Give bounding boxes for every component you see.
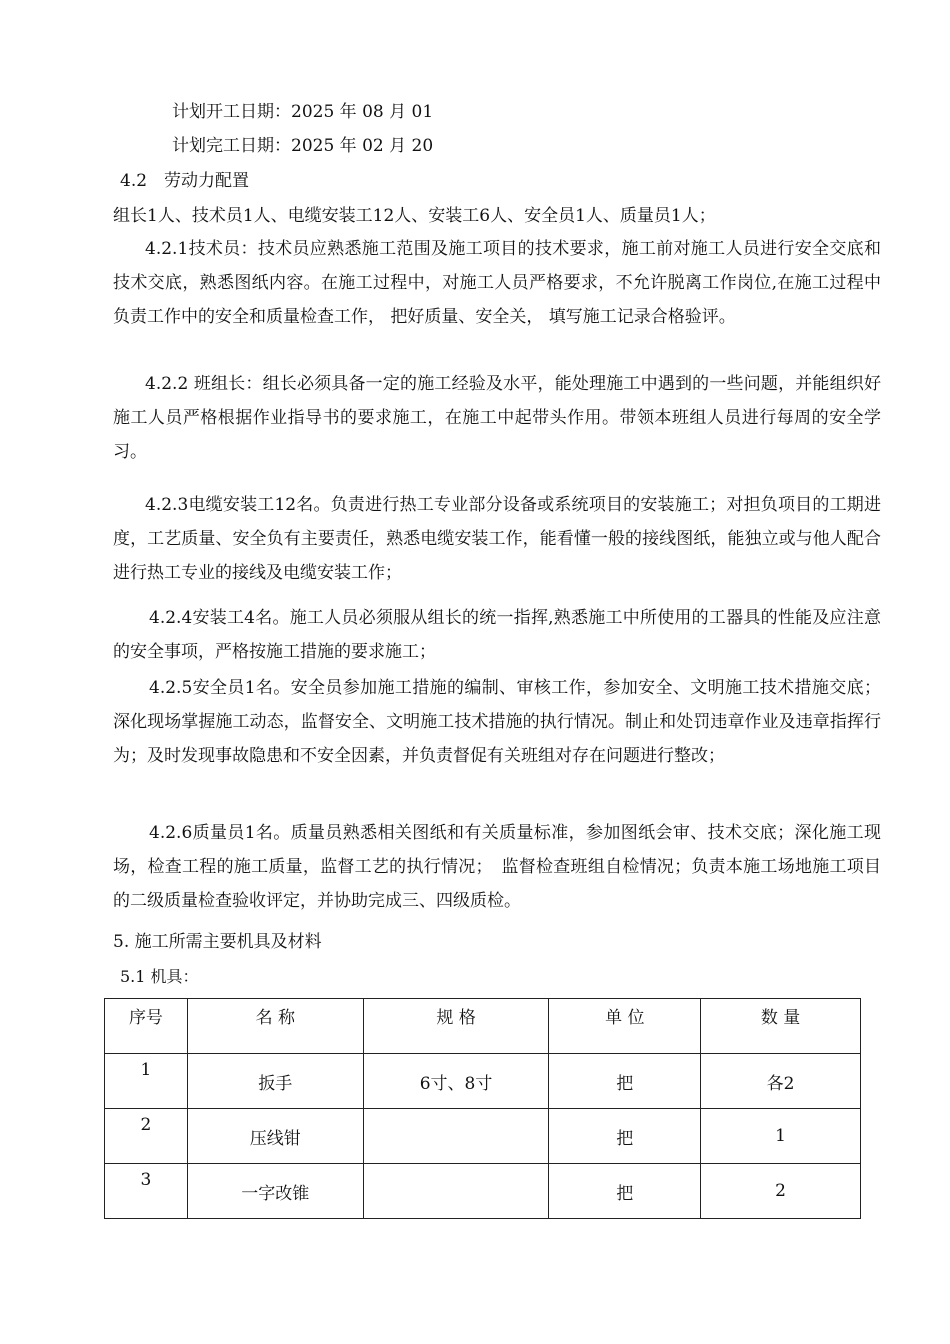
paragraph-text: 4.2.1技术员：技术员应熟悉施工范围及施工项目的技术要求，施工前对施工人员进行安全交底和技术交底，熟悉图纸内容。在施工过程中，对施工人员严格要求，不允许脱离工作岗位,在施工过程中负责工作中的安全和质量检查工作， 把好质量、安全关， 填写施工记录合格验评。 bbox=[113, 239, 881, 327]
planned-start-date: 计划开工日期：2025 年 08 月 01 bbox=[172, 102, 434, 122]
cell-quantity: 2 bbox=[701, 1164, 861, 1219]
cell-quantity: 各2 bbox=[701, 1054, 861, 1109]
paragraph-team-leader bbox=[113, 367, 881, 469]
section-heading-4-2: 4.2 劳动力配置 bbox=[120, 171, 250, 191]
staffing-summary: 组长1人、技术员1人、电缆安装工12人、安装工6人、安全员1人、质量员1人； bbox=[113, 206, 716, 226]
cell-unit: 把 bbox=[549, 1164, 701, 1219]
cell-spec bbox=[363, 1109, 549, 1164]
header-quantity: 数 量 bbox=[701, 999, 861, 1054]
paragraph-cable-installer bbox=[113, 488, 881, 590]
paragraph-quality-officer bbox=[113, 816, 881, 918]
tools-table bbox=[104, 998, 861, 1219]
cell-name: 压线钳 bbox=[187, 1109, 363, 1164]
cell-quantity: 1 bbox=[701, 1109, 861, 1164]
paragraph-safety-officer bbox=[113, 671, 881, 773]
header-name: 名 称 bbox=[187, 999, 363, 1054]
paragraph-text: 4.2.2 班组长：组长必须具备一定的施工经验及水平，能处理施工中遇到的一些问题，并能组织好施工人员严格根据作业指导书的要求施工，在施工中起带头作用。带领本班组人员进行每周的安全学习。 bbox=[113, 374, 881, 462]
table-row bbox=[105, 1164, 861, 1219]
paragraph-text: 4.2.3电缆安装工12名。负责进行热工专业部分设备或系统项目的安装施工；对担负项目的工期进度，工艺质量、安全负有主要责任，熟悉电缆安装工作，能看懂一般的接线图纸，能独立或与他人配合进行热工专业的接线及电缆安装工作； bbox=[113, 495, 881, 583]
cell-name: 一字改锥 bbox=[187, 1164, 363, 1219]
cell-index: 1 bbox=[105, 1054, 188, 1109]
cell-spec bbox=[363, 1164, 549, 1219]
table-row bbox=[105, 1054, 861, 1109]
header-index: 序号 bbox=[105, 999, 188, 1054]
planned-end-date: 计划完工日期：2025 年 02 月 20 bbox=[172, 136, 434, 156]
paragraph-text: 4.2.6质量员1名。质量员熟悉相关图纸和有关质量标准，参加图纸会审、技术交底；深化施工现场，检查工程的施工质量，监督工艺的执行情况； 监督检查班组自检情况；负责本施工场地施工项目的二级质量检查验收评定，并协助完成三、四级质检。 bbox=[113, 823, 881, 911]
subsection-heading-5-1: 5.1 机具： bbox=[120, 967, 199, 986]
table-header-row bbox=[105, 999, 861, 1054]
cell-spec: 6寸、8寸 bbox=[363, 1054, 549, 1109]
table-row bbox=[105, 1109, 861, 1164]
paragraph-installer bbox=[113, 601, 881, 669]
section-heading-5: 5. 施工所需主要机具及材料 bbox=[113, 932, 322, 952]
header-unit: 单 位 bbox=[549, 999, 701, 1054]
paragraph-technician bbox=[113, 232, 881, 334]
paragraph-text: 4.2.5安全员1名。安全员参加施工措施的编制、审核工作，参加安全、文明施工技术措施交底；深化现场掌握施工动态，监督安全、文明施工技术措施的执行情况。制止和处罚违章作业及违章指挥行为；及时发现事故隐患和不安全因素，并负责督促有关班组对存在问题进行整改； bbox=[113, 678, 881, 766]
cell-index: 3 bbox=[105, 1164, 188, 1219]
cell-unit: 把 bbox=[549, 1054, 701, 1109]
header-spec: 规 格 bbox=[363, 999, 549, 1054]
cell-index: 2 bbox=[105, 1109, 188, 1164]
cell-unit: 把 bbox=[549, 1109, 701, 1164]
paragraph-text: 4.2.4安装工4名。施工人员必须服从组长的统一指挥,熟悉施工中所使用的工器具的性能及应注意的安全事项，严格按施工措施的要求施工； bbox=[113, 608, 881, 662]
cell-name: 扳手 bbox=[187, 1054, 363, 1109]
